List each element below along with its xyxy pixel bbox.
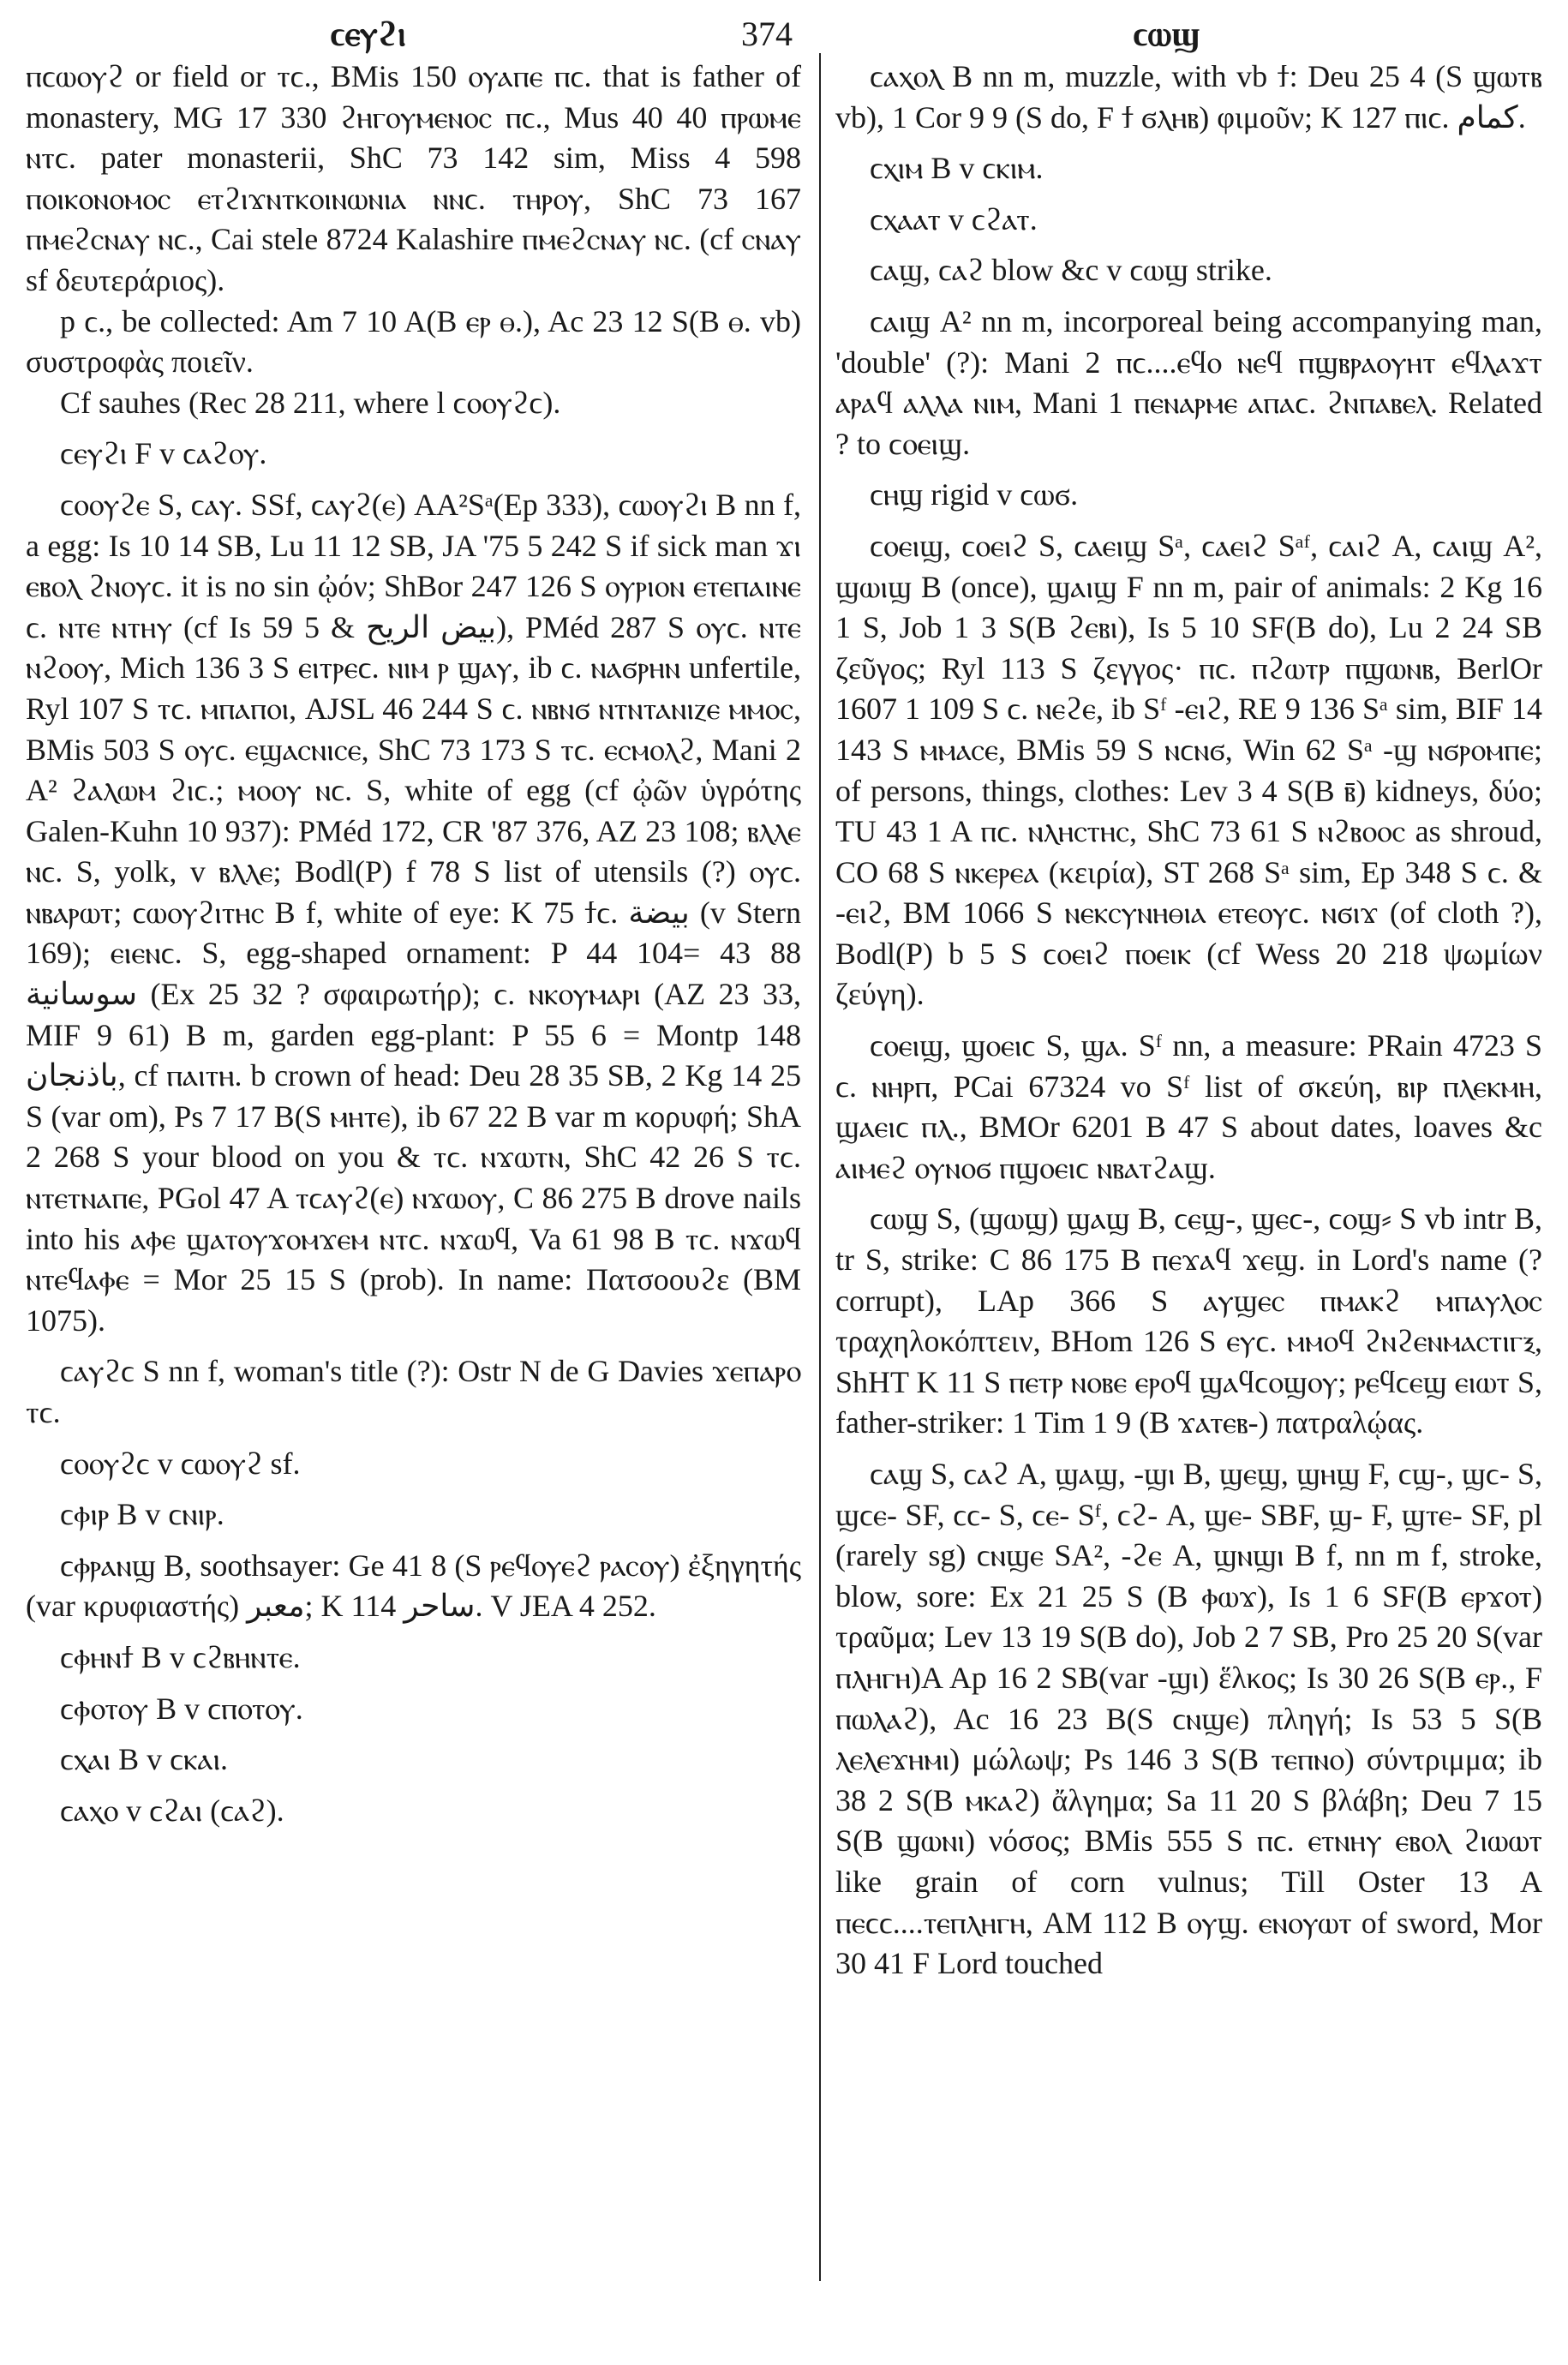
entry-subsense: p ϲ., be collected: Am 7 10 A(B ⲉⲣ ⲑ.), Ac 23 12 S(B ⲑ. vb) συστροφὰς ποιεῖν.: [26, 303, 801, 380]
column-divider: [819, 53, 821, 2281]
entry-sphransh: ϲⲫⲣⲁⲛϣ B, soothsayer: Ge 41 8 (S ⲣⲉϥⲟⲩⲉϩ ⲣⲁⲥⲟⲩ) ἐξηγητής (var κρυφιαστής) معبر; K 114 ساحر. V JEA 4 252.: [26, 1548, 801, 1624]
left-column: [26, 57, 801, 1831]
entry-sesh-rigid: ϲⲏϣ rigid v ϲⲱϭ.: [870, 477, 1079, 512]
entry-soouhs: ϲⲟⲟⲩϩϲ v ϲⲱⲟⲩϩ sf.: [60, 1446, 301, 1481]
entry-sash: ϲⲁϣ, ϲⲁϩ blow &c v ϲⲱϣ strike.: [870, 253, 1272, 288]
entry-sauhs: ϲⲁⲩϩϲ S nn f, woman's title (?): Ostr N de G Davies ϫⲉⲡⲁⲣⲟ ⲧϲ.: [26, 1354, 801, 1429]
entry-sphir: ϲⲫⲓⲣ B v ϲⲛⲓⲣ.: [60, 1497, 224, 1532]
entry-sakhol: ϲⲁⲭⲟⲗ B nn m, muzzle, with vb ϯ: Deu 25 4 (S ϣⲱⲧⲃ vb), 1 Cor 9 9 (S do, F ϯ ϭⲗⲏⲃ) φιμοῦν; K 127 ⲡⲓϲ. كمام.: [835, 59, 1542, 135]
entry-soouhe: ϲⲟⲟⲩϩⲉ S, ϲⲁⲩ. SSf, ϲⲁⲩϩ(ⲉ) AA²Sᵃ(Ep 333), ϲⲱⲟⲩϩⲓ B nn f, a egg: Is 10 14 SB, Lu 11 12 SB, JA '75 5 242 S if sick man ϫⲓ ⲉⲃⲟⲗ ϩⲛⲟⲩϲ. it is no sin ᾠόν; ShBor 247 126 S ⲟⲩⲣⲓⲟⲛ ⲉⲧⲉⲡⲁⲓⲛⲉ ϲ. ⲛⲧⲉ ⲛⲧⲏⲩ (cf Is 59 5 & بيض الريح), PMéd 287 S ⲟⲩϲ. ⲛⲧⲉ ⲛϩⲟⲟⲩ, Mich 136 3 S ⲉⲓⲧⲣⲉϲ. ⲛⲓⲙ ⲣ ϣⲁⲩ, ib ϲ. ⲛⲁϭⲣⲏⲛ unfertile, Ryl 107 S ⲧϲ. ⲙⲡⲁⲡⲟⲓ, AJSL 46 244 S ϲ. ⲛⲃⲛϭ ⲛⲧⲛⲧⲁⲛⲓⲍⲉ ⲙⲙⲟⲥ, BMis 503 S ⲟⲩϲ. ⲉϣⲁⲥⲛⲓⲥⲉ, ShC 73 173 S ⲧϲ. ⲉⲥⲙⲟⲗϩ, Mani 2 A² ϩⲁⲗⲱⲙ ϩⲓϲ.; ⲙⲟⲟⲩ ⲛϲ. S, white of egg (cf ᾠῶν ὑγρότης Galen-Kuhn 10 937): PMéd 172, CR '87 376, AZ 23 108; ⲃⲗⲗⲉ ⲛϲ. S, yolk, v ⲃⲗⲗⲉ; Bodl(P) f 78 S list of utensils (?) ⲟⲩϲ. ⲛⲃⲁⲣⲱⲧ; ϲⲱⲟⲩϩⲓⲧⲏⲥ B f, white of eye: K 75 ϯϲ. بيضة (v Stern 169); ⲉⲓⲉⲛϲ. S, egg-shaped ornament: P 44 104= 43 88 سوسانية (Ex 25 32 ? σφαιρωτήρ); ϲ. ⲛⲕⲟⲩⲙⲁⲣⲓ (AZ 23 33, MIF 9 61) B m, garden egg-plant: P 55 6 = Montp 148 باذنجان, cf ⲡⲁⲓⲧⲏ. b crown of head: Deu 28 35 SB, 2 Kg 14 25 S (var om), Ps 7 17 B(S ⲙⲏⲧⲉ), ib 67 22 B var m κορυφή; ShA 2 268 S your blood on you & ⲧϲ. ⲛϫⲱⲧⲛ, ShC 42 26 S ⲧϲ. ⲛⲧⲉⲧⲛⲁⲡⲉ, PGol 47 A ⲧϲⲁⲩϩ(ⲉ) ⲛϫⲱⲟⲩ, C 86 275 B drove nails into his ⲁⲫⲉ ϣⲁⲧⲟⲩϫⲟⲙϫⲉⲙ ⲛⲧϲ. ⲛϫⲱϥ, Va 61 98 B ⲧϲ. ⲛϫⲱϥ ⲛⲧⲉϥⲁⲫⲉ = Mor 25 15 S (prob). In name: Πατσοουϩε (BM 1075).: [26, 487, 802, 1338]
entry-continuation: ⲡϲⲱⲟⲩϩ or field or ⲧϲ., BMis 150 ⲟⲩⲁⲡⲉ ⲡϲ. that is father of monastery, MG 17 330 ϩⲏⲅⲟⲩⲙⲉⲛⲟⲥ ⲡϲ., Mus 40 40 ⲡⲣⲱⲙⲉ ⲛⲧϲ. pater monasterii, ShC 73 142 sim, Miss 4 598 ⲡⲟⲓⲕⲟⲛⲟⲙⲟⲥ ⲉⲧϩⲓϫⲛⲧⲕⲟⲓⲛⲱⲛⲓⲁ ⲛⲛϲ. ⲧⲏⲣⲟⲩ, ShC 73 167 ⲡⲙⲉϩⲥⲛⲁⲩ ⲛϲ., Cai stele 8724 Kalashire ⲡⲙⲉϩⲥⲛⲁⲩ ⲛϲ. (cf ⲥⲛⲁⲩ sf δευτεράριος).: [26, 59, 801, 297]
entry-sash-stroke: ϲⲁϣ S, ϲⲁϩ A, ϣⲁϣ, -ϣⲓ B, ϣⲉϣ, ϣⲏϣ F, ϲϣ-, ϣϲ- S, ϣϲⲉ- SF, ϲϲ- S, ϲⲉ- Sᶠ, ϲϩ- A, ϣⲉ- SBF, ϣ- F, ϣⲧⲉ- SF, pl (rarely sg) ϲⲛϣⲉ SA², -ϩⲉ A, ϣⲛϣⲓ B f, nn m f, stroke, blow, sore: Ex 21 25 S (B ⲫⲱϫ), Is 1 6 SF(B ⲉⲣϫⲟⲧ) τραῦμα; Lev 13 19 S(B do), Job 2 7 SB, Pro 25 20 S(var ⲡⲗⲏⲅⲏ)A Ap 16 2 SB(var -ϣⲓ) ἕλκος; Is 30 26 S(B ⲉⲣ., F ⲡⲱⲗⲁϩ), Ac 16 23 B(S ϲⲛϣⲉ) πληγή; Is 53 5 S(B ⲗⲉⲗⲉϫⲏⲙⲓ) μώλωψ; Ps 146 3 S(B ⲧⲉⲡⲛⲟ) σύντριμμα; ib 38 2 S(B ⲙⲕⲁϩ) ἄλγημα; Sa 11 20 S βλάβη; Deu 7 15 S(B ϣⲱⲛⲓ) νόσος; BMis 555 S ⲡϲ. ⲉⲧⲛⲏⲩ ⲉⲃⲟⲗ ϩⲓⲱⲱⲧ like grain of corn vulnus; Till Oster 13 A ⲡⲉϲϲ....ⲧⲉⲡⲗⲏⲅⲏ, AM 112 B ⲟⲩϣ. ⲉⲛⲟⲩⲱⲧ of sword, Mor 30 41 F Lord touched: [835, 1457, 1542, 1981]
entry-note: Cf sauhes (Rec 28 211, where l ϲⲟⲟⲩϩϲ).: [60, 385, 561, 420]
running-head-left: ϲⲉⲩϩⲓ: [330, 15, 406, 53]
entry-seuhi: ϲⲉⲩϩⲓ F v ϲⲁϩⲟⲩ.: [60, 436, 267, 471]
entry-skhai: ϲⲭⲁⲓ B v ϲⲕⲁⲓ.: [60, 1742, 229, 1777]
entry-soeish-measure: ϲⲟⲉⲓϣ, ϣⲟⲉⲓϲ S, ϣⲁ. Sᶠ nn, a measure: PRain 4723 S ϲ. ⲛⲏⲣⲡ, PCai 67324 vo Sᶠ list of σκεύη, ⲃⲓⲣ ⲡⲗⲉⲕⲙⲏ, ϣⲁⲉⲓϲ ⲡⲗ., BMOr 6201 B 47 S about dates, loaves &c ⲁⲓⲙⲉϩ ⲟⲩⲛⲟϭ ⲡϣⲟⲉⲓϲ ⲛⲃⲁⲧϩⲁϣ.: [835, 1028, 1542, 1185]
entry-soeish-pair: ϲⲟⲉⲓϣ, ϲⲟⲉⲓϩ S, ϲⲁⲉⲓϣ Sᵃ, ϲⲁⲉⲓϩ Sᵃᶠ, ϲⲁⲓϩ A, ϲⲁⲓϣ A², ϣⲱⲓϣ B (once), ϣⲁⲓϣ F nn m, pair of animals: 2 Kg 16 1 S, Job 1 3 S(B ϩⲉⲃⲓ), Is 5 10 SF(B do), Lu 2 24 SB ζεῦγος; Ryl 113 S ζεγγος· ⲡϲ. ⲡϩⲱⲧⲣ ⲡϣⲱⲛⲃ, BerlOr 1607 1 109 S ϲ. ⲛⲉϩⲉ, ib Sᶠ -ⲉⲓϩ, RE 9 136 Sᵃ sim, BIF 14 143 S ⲙⲙⲁⲥⲉ, BMis 59 S ⲛϲⲛϭ, Win 62 Sᵃ -ϣ ⲛϭⲣⲟⲙⲡⲉ; of persons, things, clothes: Lev 3 4 S(B ⲃ̄) kidneys, δύο; TU 43 1 A ⲡϲ. ⲛⲗⲏⲥⲧⲏⲥ, ShC 73 61 S ⲛϩⲃⲟⲟⲥ as shroud, CO 68 S ⲛⲕⲉⲣⲉⲁ (κειρία), ST 268 Sᵃ sim, Ep 348 S ϲ. & -ⲉⲓϩ, BM 1066 S ⲛⲉⲕⲥⲩⲛⲏⲑⲓⲁ ⲉⲧⲉⲟⲩϲ. ⲛϭⲓϫ (of cloth ?), Bodl(P) b 5 S ϲⲟⲉⲓϩ ⲡⲟⲉⲓⲕ (cf Wess 20 218 ψωμίων ζεύγη).: [835, 528, 1542, 1012]
right-column: [835, 57, 1542, 1985]
running-head-right: ϲⲱϣ: [1133, 15, 1200, 53]
entry-skhim: ϲⲭⲓⲙ B v ϲⲕⲓⲙ.: [870, 151, 1044, 186]
entry-sosh-strike: ϲⲱϣ S, (ϣⲱϣ) ϣⲁϣ B, ϲⲉϣ-, ϣⲉϲ-, ϲⲟϣ⸗ S vb intr B, tr S, strike: C 86 175 B ⲡⲉϫⲁϥ ϫⲉϣ. in Lord's name (? corrupt), LAp 366 S ⲁⲩϣⲉⲥ ⲡⲙⲁⲕϩ ⲙⲡⲁⲩⲗⲟⲥ τραχηλοκόπτειν, BHom 126 S ⲉⲩϲ. ⲙⲙⲟϥ ϩⲛϩⲉⲛⲙⲁⲥⲧⲓⲅⲝ, ShHT K 11 S ⲡⲉⲧⲣ ⲛⲟⲃⲉ ⲉⲣⲟϥ ϣⲁϥϲⲟϣⲟⲩ; ⲣⲉϥϲⲉϣ ⲉⲓⲱⲧ S, father-striker: 1 Tim 1 9 (B ϫⲁⲧⲉⲃ-) πατραλῴας.: [835, 1201, 1542, 1440]
entry-saish: ϲⲁⲓϣ A² nn m, incorporeal being accompanying man, 'double' (?): Mani 2 ⲡϲ....ⲉϥⲟ ⲛⲉϥ ⲡϣⲃⲣⲁⲟⲩⲏⲧ ⲉϥⲗⲁϫⲧ ⲁⲣⲁϥ ⲁⲗⲗⲁ ⲛⲓⲙ, Mani 1 ⲡⲉⲛⲁⲣⲙⲉ ⲁⲡⲁϲ. ϩⲛⲡⲁⲃⲉⲗ. Related ? to ϲⲟⲉⲓϣ.: [835, 303, 1542, 461]
entry-sakho: ϲⲁⲭⲟ v ϲϩⲁⲓ (ϲⲁϩ).: [60, 1793, 284, 1828]
entry-sphenti: ϲⲫⲏⲛϯ B v ϲϩⲃⲏⲛⲧⲉ.: [60, 1639, 301, 1674]
page-number: 374: [741, 15, 793, 53]
entry-sphotou: ϲⲫⲟⲧⲟⲩ B v ϲⲡⲟⲧⲟⲩ.: [60, 1691, 303, 1726]
entry-skhaat: ϲⲭⲁⲁⲧ v ϲϩⲁⲧ.: [870, 201, 1038, 236]
